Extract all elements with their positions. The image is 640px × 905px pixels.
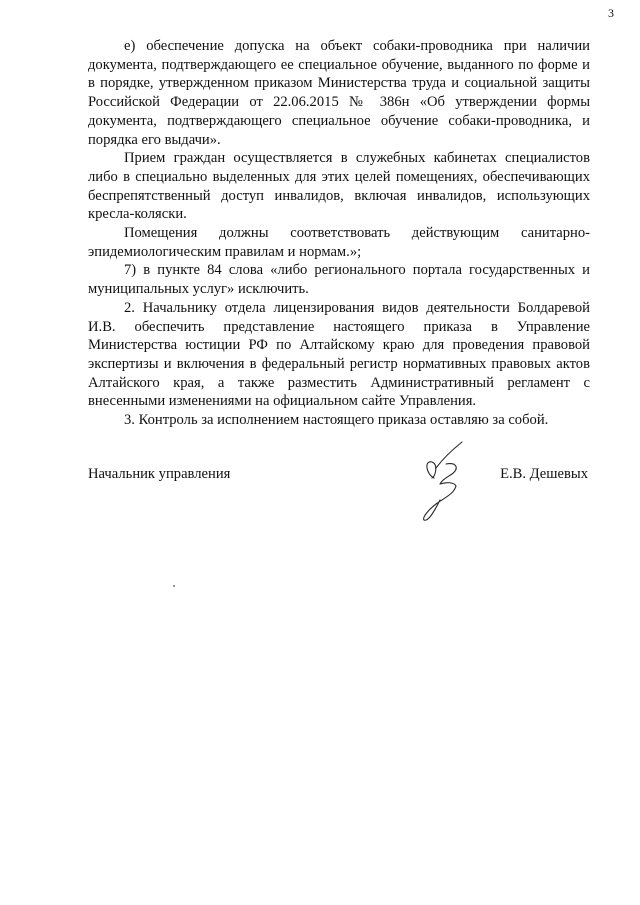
signatory-name: Е.В. Дешевых	[500, 466, 588, 482]
paragraph-item-7: 7) в пункте 84 слова «либо регионального портала государственных и муниципальных услуг» исключить.	[88, 262, 590, 298]
page-number: 3	[608, 6, 614, 20]
paragraph-guide-dog-access: е) обеспечение допуска на объект собаки-проводника при наличии документа, подтверждающего ее специальное обучение, выданного по форме и в порядке, утвержденном приказом Министерства труда и социальной защиты Российской Федерации от 22.06.2015 № 386н «Об утверждении формы документа, подтверждающего специальное обучение собаки-проводника, и порядка его выдачи».	[88, 38, 590, 148]
paragraph-item-2: 2. Начальнику отдела лицензирования видов деятельности Болдаревой И.В. обеспечить представление настоящего приказа в Управление Министерства юстиции РФ по Алтайскому краю для проведения правовой экспертизы и включения в федеральный регистр нормативных правовых актов Алтайского края, а также разместить Административный регламент с внесенными изменениями на официальном сайте Управления.	[88, 299, 590, 410]
paragraph-item-3: 3. Контроль за исполнением настоящего приказа оставляю за собой.	[124, 412, 549, 429]
handwritten-signature	[412, 438, 472, 524]
paragraph-reception-rooms: Прием граждан осуществляется в служебных кабинетах специалистов либо в специально выделенных для этих целей помещениях, обеспечивающих беспрепятственный доступ инвалидов, включая инвалидов, использующих кресла-коляски.	[88, 150, 590, 223]
signatory-position: Начальник управления	[88, 466, 231, 482]
scan-speck	[173, 585, 175, 587]
paragraph-sanitary-rules: Помещения должны соответствовать действующим санитарно-эпидемиологическим правилам и нормам.»;	[88, 225, 590, 260]
document-body	[88, 37, 590, 430]
